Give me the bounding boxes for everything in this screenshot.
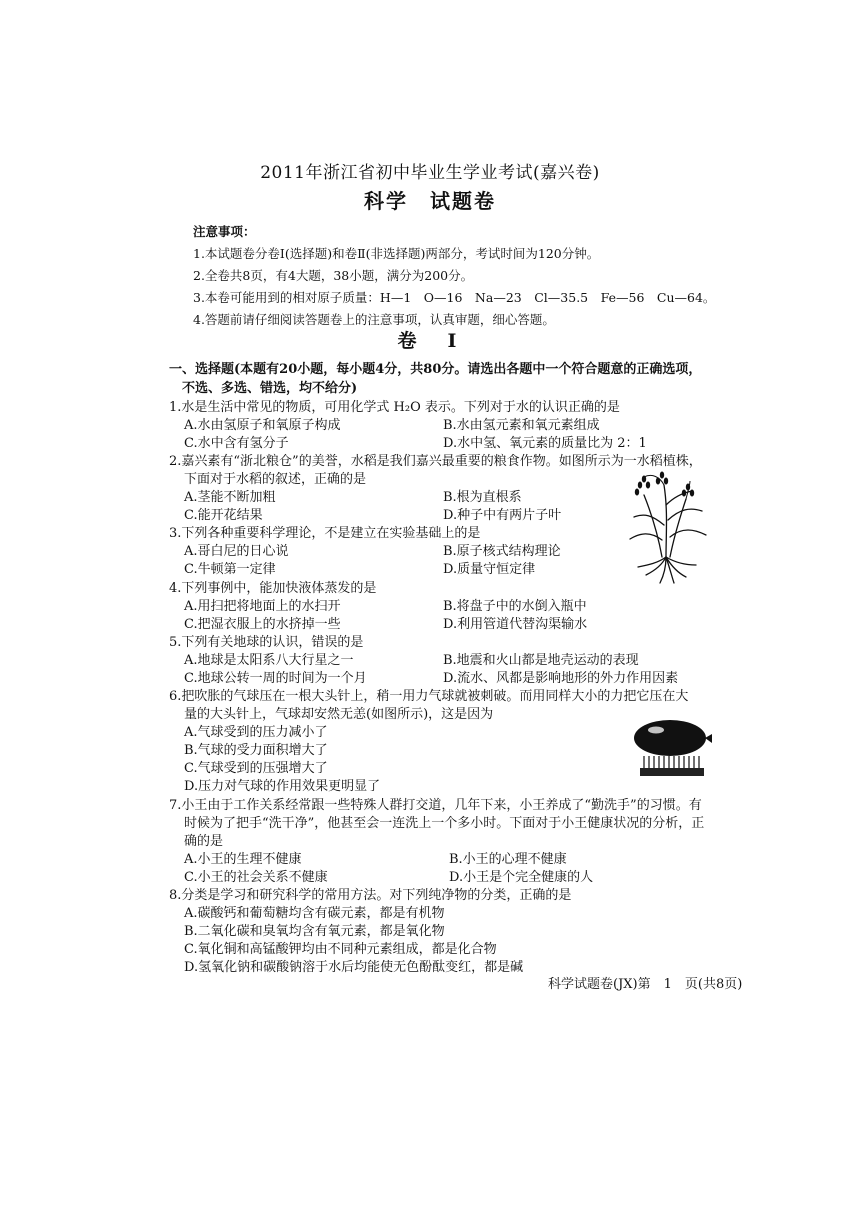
section-heading-cont: 不选、多选、错选，均不给分) (182, 381, 358, 396)
option-a: A.水由氢原子和氧原子构成 (184, 418, 341, 433)
option-c: C.地球公转一周的时间为一个月 (184, 671, 367, 686)
option-b: B.气球的受力面积增大了 (184, 743, 328, 758)
balloon-on-pins-figure (632, 716, 714, 778)
option-d: D.压力对气球的作用效果更明显了 (184, 779, 381, 794)
option-b: B.根为直根系 (443, 490, 522, 505)
question-stem: 1.水是生活中常见的物质，可用化学式 H₂O 表示。下列对于水的认识正确的是 (169, 400, 620, 415)
option-c: C.氧化铜和高锰酸钾均由不同种元素组成，都是化合物 (184, 942, 497, 957)
option-b: B.二氧化碳和臭氧均含有氧元素，都是氧化物 (184, 924, 445, 939)
option-c: C.水中含有氢分子 (184, 436, 289, 451)
note-item: 1.本试题卷分卷Ⅰ(选择题)和卷Ⅱ(非选择题)两部分，考试时间为120分钟。 (193, 246, 600, 261)
option-b: B.小王的心理不健康 (449, 852, 567, 867)
note-item: 4.答题前请仔细阅读答题卷上的注意事项，认真审题，细心答题。 (193, 312, 555, 327)
option-a: A.用扫把将地面上的水扫开 (184, 599, 341, 614)
option-c: C.能开花结果 (184, 508, 263, 523)
question-stem: 4.下列事例中，能加快液体蒸发的是 (169, 581, 377, 596)
question-stem-cont: 下面对于水稻的叙述，正确的是 (184, 472, 367, 487)
question-stem: 8.分类是学习和研究科学的常用方法。对下列纯净物的分类，正确的是 (169, 888, 572, 903)
option-d: D.质量守恒定律 (443, 562, 536, 577)
note-item: 3.本卷可能用到的相对原子质量：H—1 O—16 Na—23 Cl—35.5 Fe—56 Cu—64。 (193, 290, 716, 305)
option-a: A.碳酸钙和葡萄糖均含有碳元素，都是有机物 (184, 906, 445, 921)
volume-title: 卷 Ⅰ (397, 330, 463, 352)
option-a: A.哥白尼的日心说 (184, 544, 289, 559)
rice-plant-figure (622, 465, 710, 585)
option-b: B.原子核式结构理论 (443, 544, 561, 559)
note-item: 2.全卷共8页，有4大题，38小题，满分为200分。 (193, 268, 474, 283)
option-b: B.将盘子中的水倒入瓶中 (443, 599, 587, 614)
option-d: D.氢氧化钠和碳酸钠溶于水后均能使无色酚酞变红，都是碱 (184, 960, 524, 975)
page-footer: 科学试题卷(JX)第 1 页(共8页) (548, 977, 743, 992)
question-stem-cont: 时候为了把手“洗干净”，他甚至会一连洗上一个多小时。下面对于小王健康状况的分析，正 (184, 816, 705, 831)
question-stem: 7.小王由于工作关系经常跟一些特殊人群打交道，几年下来，小王养成了“勤洗手”的习惯。有 (169, 798, 702, 813)
option-d: D.水中氢、氧元素的质量比为 2：1 (443, 436, 647, 451)
option-c: C.气球受到的压强增大了 (184, 761, 328, 776)
option-c: C.把湿衣服上的水挤掉一些 (184, 617, 341, 632)
option-a: A.小王的生理不健康 (184, 852, 302, 867)
question-stem: 5.下列有关地球的认识，错误的是 (169, 635, 364, 650)
option-a: A.地球是太阳系八大行星之一 (184, 653, 354, 668)
exam-title: 2011年浙江省初中毕业生学业考试(嘉兴卷) (260, 163, 600, 183)
question-stem: 6.把吹胀的气球压在一根大头针上，稍一用力气球就被刺破。而用同样大小的力把它压在大 (169, 689, 689, 704)
question-stem-cont: 确的是 (184, 834, 224, 849)
option-b: B.水由氢元素和氧元素组成 (443, 418, 600, 433)
option-d: D.利用管道代替沟渠输水 (443, 617, 588, 632)
option-d: D.流水、风都是影响地形的外力作用因素 (443, 671, 679, 686)
notes-heading: 注意事项： (193, 224, 256, 239)
option-d: D.种子中有两片子叶 (443, 508, 562, 523)
option-c: C.小王的社会关系不健康 (184, 870, 328, 885)
exam-subtitle: 科学 试题卷 (364, 189, 496, 213)
option-c: C.牛顿第一定律 (184, 562, 276, 577)
option-a: A.气球受到的压力减小了 (184, 725, 328, 740)
section-heading: 一、选择题(本题有20小题，每小题4分，共80分。请选出各题中一个符合题意的正确选项， (169, 362, 702, 377)
question-stem: 2.嘉兴素有“浙北粮仓”的美誉，水稻是我们嘉兴最重要的粮食作物。如图所示为一水稻植株， (169, 454, 702, 469)
option-a: A.茎能不断加粗 (184, 490, 276, 505)
question-stem-cont: 量的大头针上，气球却安然无恙(如图所示)，这是因为 (184, 707, 494, 722)
option-d: D.小王是个完全健康的人 (449, 870, 594, 885)
question-stem: 3.下列各种重要科学理论，不是建立在实验基础上的是 (169, 526, 481, 541)
option-b: B.地震和火山都是地壳运动的表现 (443, 653, 639, 668)
